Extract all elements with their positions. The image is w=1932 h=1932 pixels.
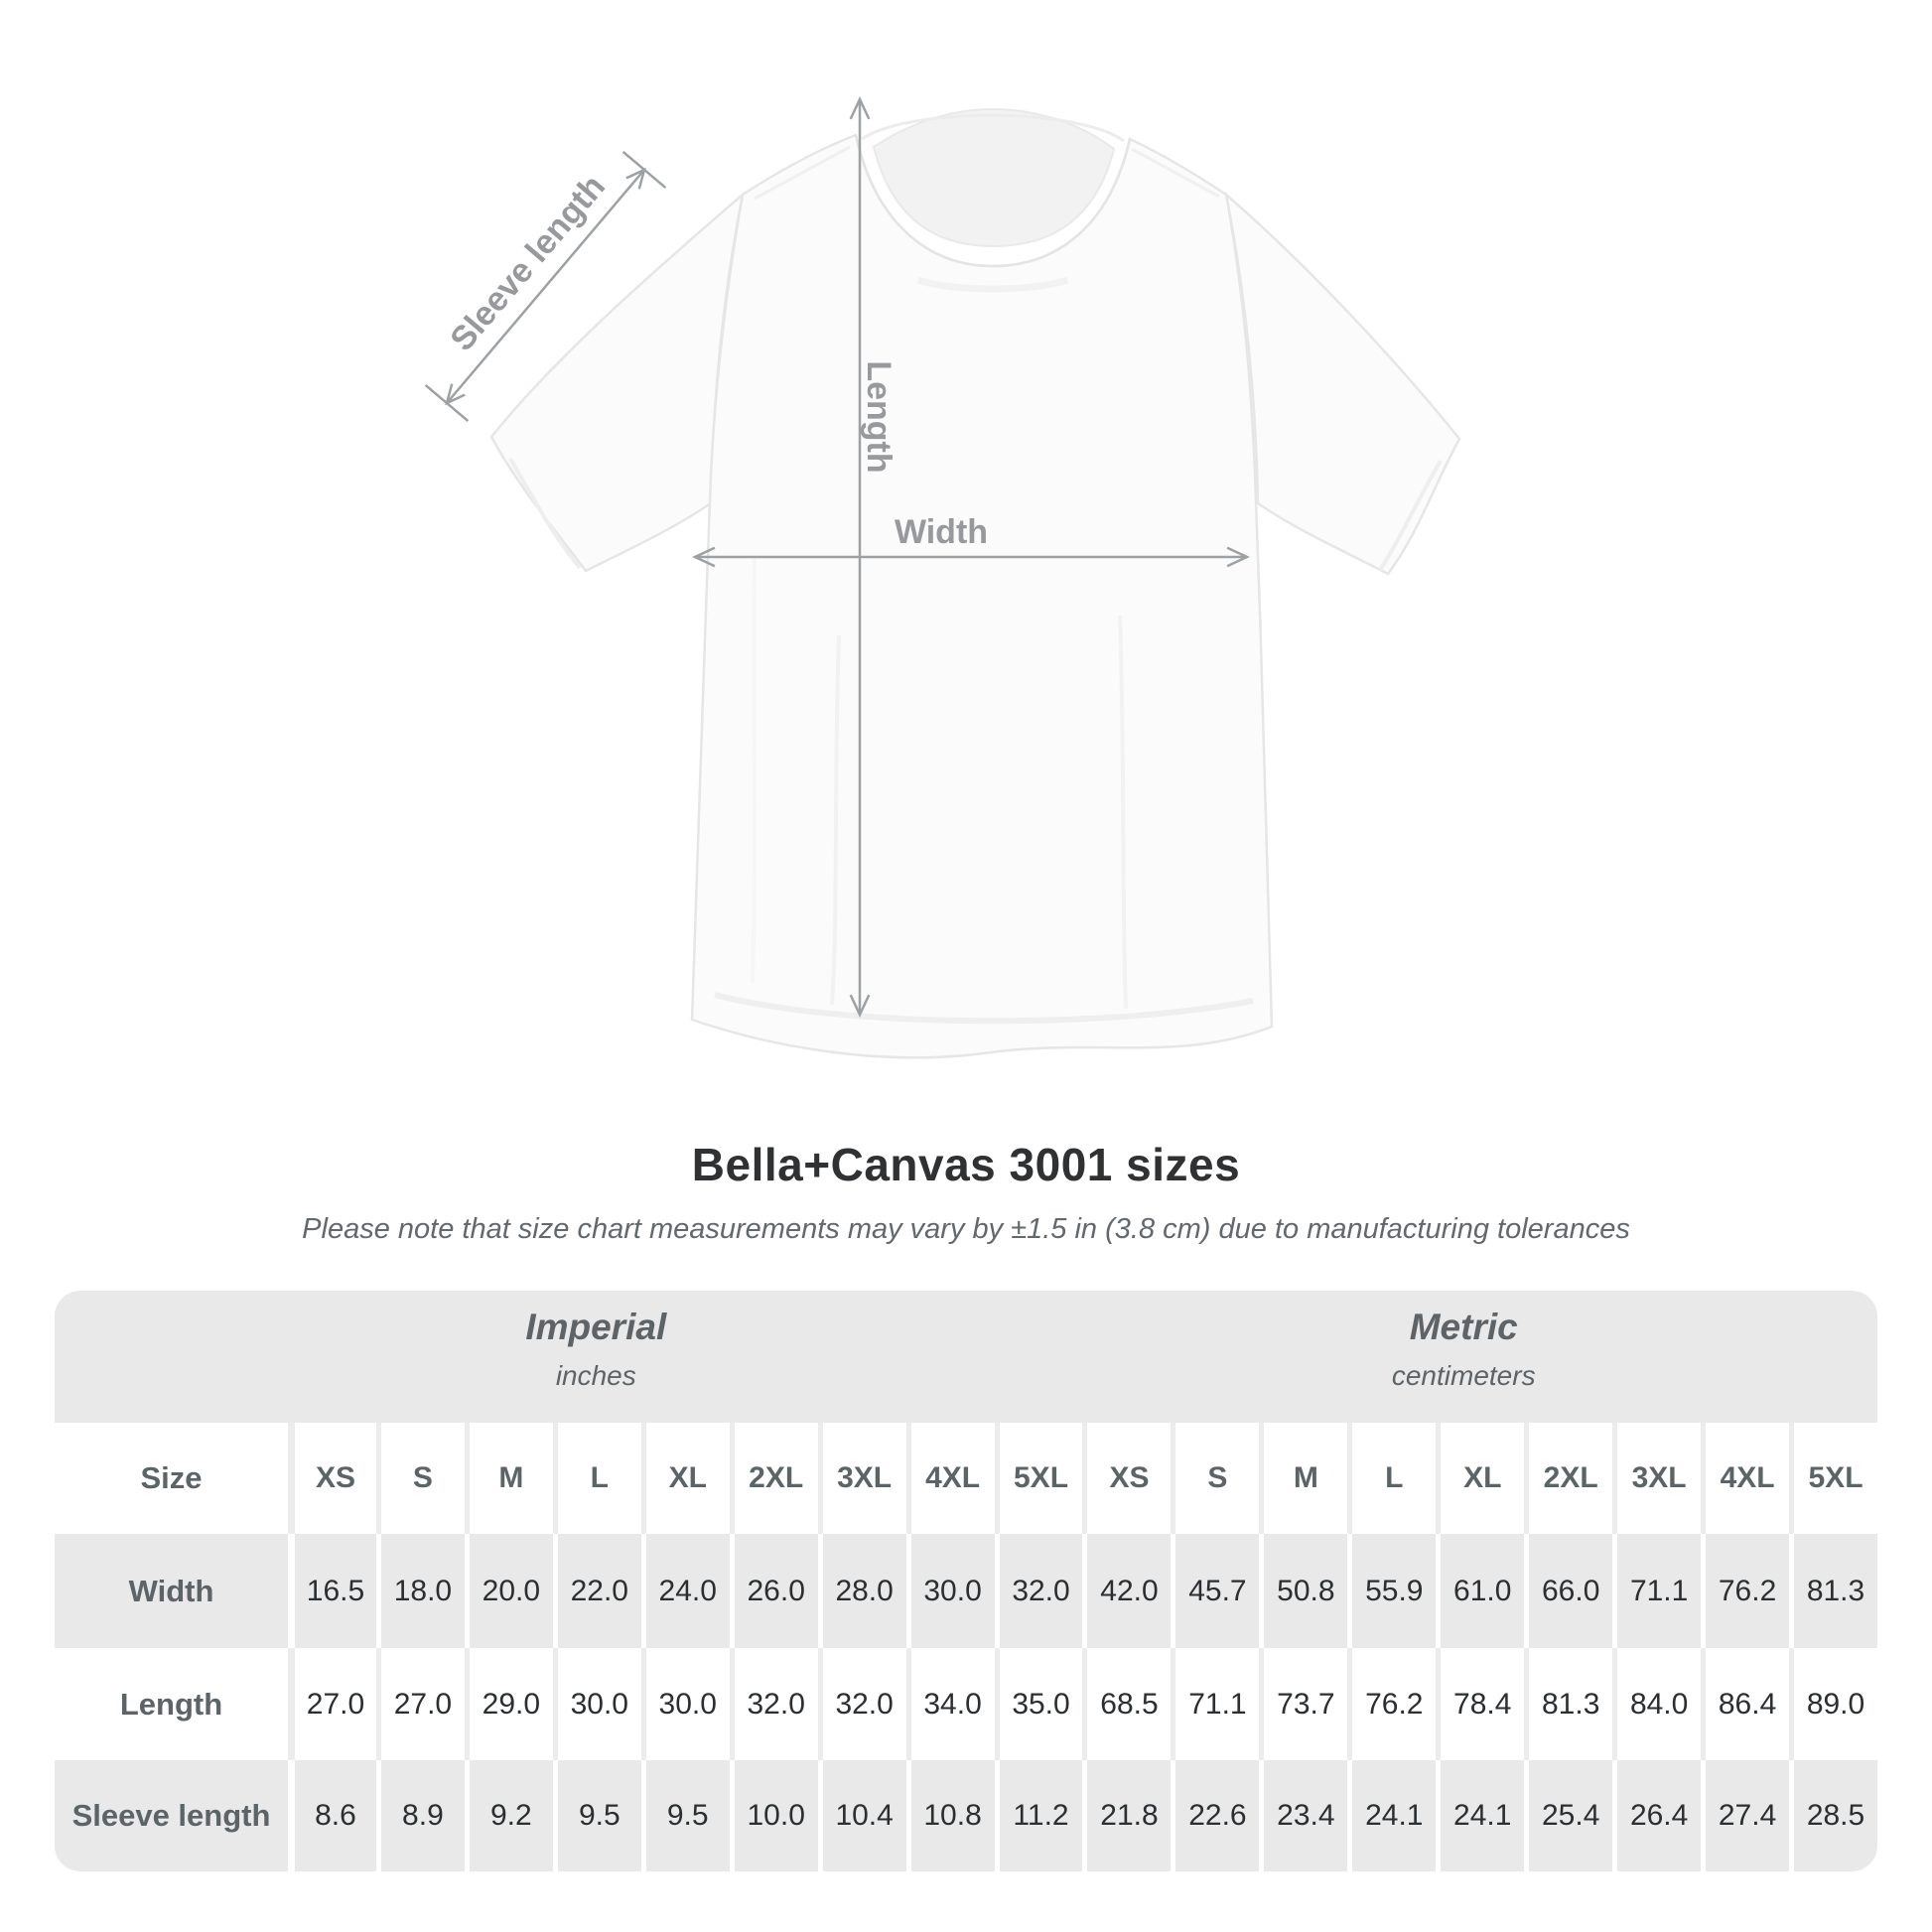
imperial-header-label: Imperial — [525, 1307, 667, 1347]
tshirt-neck-opening — [874, 109, 1114, 246]
value-cell: 9.5 — [553, 1760, 641, 1871]
value-cell: 42.0 — [1082, 1534, 1171, 1648]
length-label: Length — [860, 360, 897, 474]
page-title: Bella+Canvas 3001 sizes — [691, 1139, 1241, 1190]
size-col-header: L — [1347, 1423, 1436, 1534]
metric-header — [1392, 1307, 1536, 1392]
value-cell: 81.3 — [1789, 1534, 1877, 1648]
unit-header-band — [55, 1291, 1877, 1423]
size-col-header: M — [465, 1423, 553, 1534]
value-cell: 68.5 — [1082, 1648, 1171, 1760]
size-col-header: XL — [1436, 1423, 1524, 1534]
value-cell: 18.0 — [376, 1534, 465, 1648]
size-col-header: 2XL — [730, 1423, 818, 1534]
value-cell: 32.0 — [730, 1648, 818, 1760]
tshirt-wrinkle-3 — [753, 556, 755, 983]
value-cell: 22.6 — [1171, 1760, 1259, 1871]
imperial-header — [525, 1307, 666, 1392]
value-cell: 8.6 — [288, 1760, 376, 1871]
value-cell: 25.4 — [1524, 1760, 1612, 1871]
value-cell: 32.0 — [995, 1534, 1083, 1648]
size-col-header: 3XL — [818, 1423, 906, 1534]
size-col-header: 5XL — [1789, 1423, 1877, 1534]
value-cell: 26.4 — [1612, 1760, 1701, 1871]
value-cell: 84.0 — [1612, 1648, 1701, 1760]
tshirt-torso — [692, 135, 1272, 1057]
value-cell: 66.0 — [1524, 1534, 1612, 1648]
value-cell: 27.4 — [1701, 1760, 1789, 1871]
value-cell: 76.2 — [1347, 1648, 1436, 1760]
value-cell: 24.1 — [1436, 1760, 1524, 1871]
size-table — [55, 1291, 1877, 1871]
value-cell: 81.3 — [1524, 1648, 1612, 1760]
size-col-header: 2XL — [1524, 1423, 1612, 1534]
value-cell: 34.0 — [906, 1648, 995, 1760]
value-cell: 10.0 — [730, 1760, 818, 1871]
size-col-header: XL — [641, 1423, 730, 1534]
size-col-header: XS — [1082, 1423, 1171, 1534]
row-label-cell: Width — [55, 1534, 288, 1648]
value-cell: 28.0 — [818, 1534, 906, 1648]
value-cell: 61.0 — [1436, 1534, 1524, 1648]
value-cell: 23.4 — [1259, 1760, 1347, 1871]
value-cell: 20.0 — [465, 1534, 553, 1648]
size-col-header: S — [1171, 1423, 1259, 1534]
value-cell: 45.7 — [1171, 1534, 1259, 1648]
size-col-header: S — [376, 1423, 465, 1534]
sleeve-arrow-cap-start — [426, 385, 469, 421]
value-cell: 86.4 — [1701, 1648, 1789, 1760]
size-col-header: M — [1259, 1423, 1347, 1534]
value-cell: 24.1 — [1347, 1760, 1436, 1871]
size-header-cell: Size — [55, 1423, 288, 1534]
size-table-grid — [55, 1423, 1877, 1871]
value-cell: 55.9 — [1347, 1534, 1436, 1648]
value-cell: 9.5 — [641, 1760, 730, 1871]
value-cell: 10.4 — [818, 1760, 906, 1871]
value-cell: 8.9 — [376, 1760, 465, 1871]
sleeve-arrow-cap-end — [623, 152, 666, 188]
value-cell: 35.0 — [995, 1648, 1083, 1760]
value-cell: 32.0 — [818, 1648, 906, 1760]
value-cell: 24.0 — [641, 1534, 730, 1648]
value-cell: 29.0 — [465, 1648, 553, 1760]
tshirt-right-sleeve — [1226, 195, 1459, 574]
value-cell: 50.8 — [1259, 1534, 1347, 1648]
metric-header-label: Metric — [1409, 1307, 1518, 1347]
value-cell: 26.0 — [730, 1534, 818, 1648]
value-cell: 30.0 — [553, 1648, 641, 1760]
value-cell: 89.0 — [1789, 1648, 1877, 1760]
title-block — [0, 1138, 1932, 1246]
row-label-cell: Sleeve length — [55, 1760, 288, 1871]
tolerance-note: Please note that size chart measurements may vary by ±1.5 in (3.8 cm) due to manufacturing tolerances — [302, 1213, 1630, 1245]
value-cell: 27.0 — [376, 1648, 465, 1760]
value-cell: 27.0 — [288, 1648, 376, 1760]
sleeve-length-label: Sleeve length — [443, 168, 613, 358]
value-cell: 21.8 — [1082, 1760, 1171, 1871]
value-cell: 71.1 — [1612, 1534, 1701, 1648]
size-col-header: 5XL — [995, 1423, 1083, 1534]
size-col-header: 3XL — [1612, 1423, 1701, 1534]
value-cell: 30.0 — [906, 1534, 995, 1648]
width-label: Width — [894, 513, 989, 551]
value-cell: 28.5 — [1789, 1760, 1877, 1871]
value-cell: 22.0 — [553, 1534, 641, 1648]
size-col-header: 4XL — [1701, 1423, 1789, 1534]
value-cell: 71.1 — [1171, 1648, 1259, 1760]
value-cell: 76.2 — [1701, 1534, 1789, 1648]
value-cell: 78.4 — [1436, 1648, 1524, 1760]
row-label-cell: Length — [55, 1648, 288, 1760]
size-col-header: XS — [288, 1423, 376, 1534]
imperial-header-unit: inches — [555, 1360, 636, 1391]
value-cell: 10.8 — [906, 1760, 995, 1871]
metric-header-unit: centimeters — [1391, 1360, 1536, 1391]
value-cell: 9.2 — [465, 1760, 553, 1871]
size-col-header: 4XL — [906, 1423, 995, 1534]
value-cell: 30.0 — [641, 1648, 730, 1760]
value-cell: 16.5 — [288, 1534, 376, 1648]
tshirt-illustration — [491, 109, 1459, 1057]
value-cell: 73.7 — [1259, 1648, 1347, 1760]
size-col-header: L — [553, 1423, 641, 1534]
value-cell: 11.2 — [995, 1760, 1083, 1871]
